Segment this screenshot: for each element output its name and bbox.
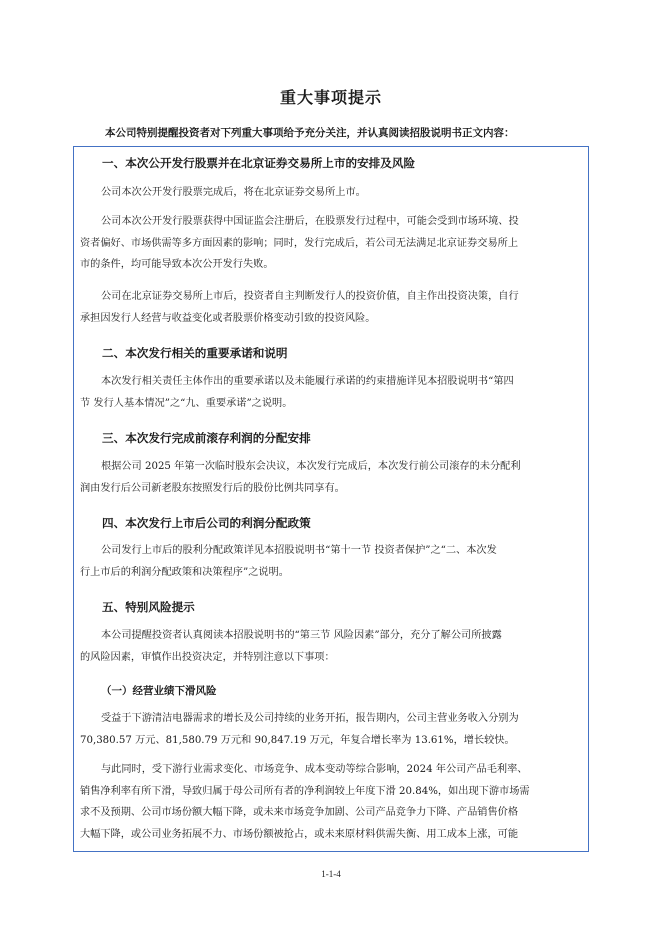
text-line: 承担因发行人经营与收益变化或者股票价格变动引致的投资风险。 (80, 312, 376, 324)
section-4-para-1 (80, 540, 583, 583)
text-line: 的风险因素，审慎作出投资决定，并特别注意以下事项： (80, 651, 335, 663)
section-2-para-1 (80, 371, 583, 414)
text-line: 求不及预期、公司市场份额大幅下降，或未来市场竞争加剧、公司产品竞争力下降、产品销售价格 (80, 807, 519, 818)
intro-notice: 本公司特别提醒投资者对下列重大事项给予充分关注，并认真阅读招股说明书正文内容： (105, 127, 515, 139)
text-line: 润由发行后公司新老股东按照发行后的股份比例共同享有。 (80, 482, 345, 494)
text-line: 本公司提醒投资者认真阅读本招股说明书的“第三节 风险因素”部分，充分了解公司所披露 (101, 630, 502, 641)
text-line: 行上市后的利润分配政策和决策程序”之说明。 (80, 566, 289, 578)
text-line: 大幅下降，或公司业务拓展不力、市场份额被抢占，或未来原材料供需失衡、用工成本上涨，可能 (80, 828, 519, 840)
section-heading-1: 一、本次公开发行股票并在北京证券交易所上市的安排及风险 (102, 156, 416, 170)
text-line: 受益于下游清洁电器需求的增长及公司持续的业务开拓，报告期内，公司主营业务收入分别为 (101, 713, 519, 724)
text-line: 市的条件，均可能导致本次公开发行失败。 (80, 259, 274, 270)
section-1-para-3 (80, 286, 583, 329)
text-line: 公司本次公开发行股票完成后，将在北京证券交易所上市。 (101, 187, 366, 198)
text-line: 销售净利率有所下滑，导致归属于母公司所有者的净利润较上年度下滑 20.84%，如出现下游市场需 (80, 785, 530, 797)
text-line: 资者偏好、市场供需等多方面因素的影响；同时，发行完成后，若公司无法满足北京证券交易所上 (80, 237, 519, 249)
subsection-para-1 (80, 708, 583, 751)
section-heading-2: 二、本次发行相关的重要承诺和说明 (102, 346, 288, 360)
text-line: 与此同时，受下游行业需求变化、市场竞争、成本变动等综合影响，2024 年公司产品毛利率、 (101, 764, 528, 775)
text-line: 公司本次公开发行股票获得中国证监会注册后，在股票发行过程中，可能会受到市场环境、投 (101, 216, 519, 227)
section-1-para-2 (80, 211, 583, 276)
text-line: 公司发行上市后的股利分配政策详见本招股说明书“第十一节 投资者保护”之“二、本次发 (101, 545, 497, 556)
section-5-para-1 (80, 625, 583, 668)
text-line: 本次发行相关责任主体作出的重要承诺以及未能履行承诺的约束措施详见本招股说明书“第四 (101, 376, 514, 387)
section-heading-5: 五、特别风险提示 (102, 600, 195, 614)
section-heading-3: 三、本次发行完成前滚存利润的分配安排 (102, 431, 311, 445)
subsection-heading: （一）经营业绩下滑风险 (101, 685, 217, 697)
text-line: 节 发行人基本情况”之“九、重要承诺”之说明。 (80, 397, 293, 409)
text-line: 公司在北京证券交易所上市后，投资者自主判断发行人的投资价值，自主作出投资决策，自行 (101, 291, 519, 302)
page-title: 重大事项提示 (279, 88, 382, 107)
text-line: 根据公司 2025 年第一次临时股东会决议，本次发行完成后，本次发行前公司滚存的未分配利 (101, 461, 521, 472)
text-line: 70,380.57 万元、81,580.79 万元和 90,847.19 万元，年复合增长率为 13.61%，增长较快。 (80, 734, 515, 746)
section-3-para-1 (80, 456, 583, 499)
subsection-para-2 (80, 759, 583, 845)
section-heading-4: 四、本次发行上市后公司的利润分配政策 (102, 516, 311, 530)
section-1-para-1 (80, 182, 583, 204)
content-box (73, 146, 589, 852)
page-number: 1-1-4 (321, 869, 341, 879)
